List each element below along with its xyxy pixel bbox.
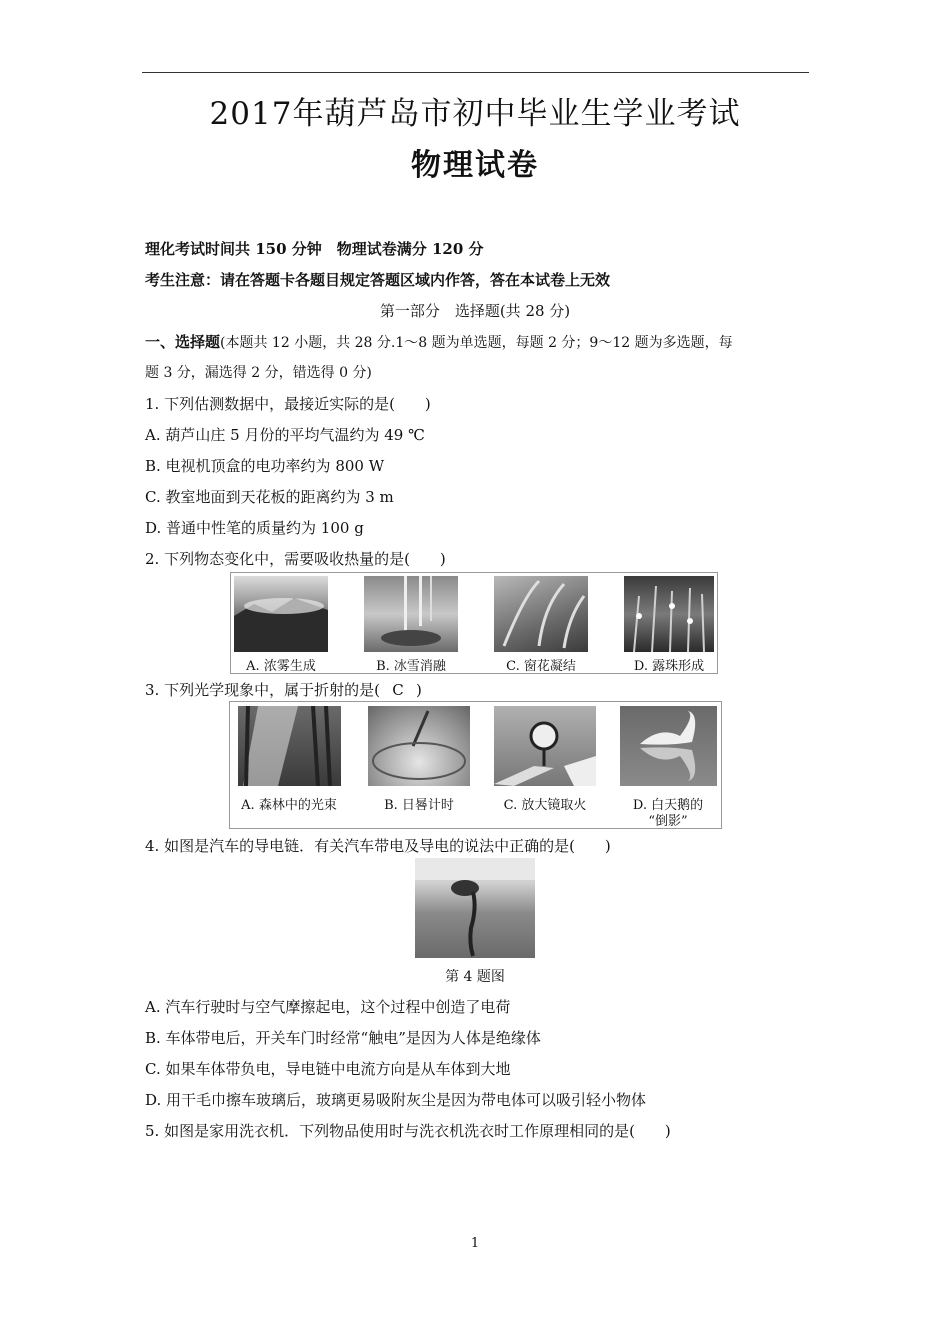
q2-image-ice bbox=[364, 576, 458, 652]
section-heading: 第一部分 选择题(共 28 分) bbox=[379, 302, 571, 320]
exam-time-score: 理化考试时间共 150 分钟 物理试卷满分 120 分 bbox=[145, 240, 484, 258]
q1-option-a: A. 葫芦山庄 5 月份的平均气温约为 49 ℃ bbox=[145, 426, 425, 444]
section-instruction-line2: 题 3 分，漏选得 2 分，错选得 0 分) bbox=[145, 365, 372, 381]
q3-figure bbox=[229, 701, 722, 829]
section-instruction-text: (本题共 12 小题，共 28 分.1～8 题为单选题，每题 2 分；9～12 题为多选题，每 bbox=[220, 335, 733, 351]
q3-caption-d-line2: “倒影” bbox=[648, 814, 688, 829]
q4-figure-caption: 第 4 题图 bbox=[445, 969, 505, 985]
exam-title: 2017年葫芦岛市初中毕业生学业考试 bbox=[209, 96, 741, 132]
q2-image-frost bbox=[494, 576, 588, 652]
q1-stem: 1. 下列估测数据中，最接近实际的是( ) bbox=[145, 395, 431, 413]
q3-stem bbox=[145, 679, 422, 700]
q3-stem-close: ) bbox=[415, 681, 422, 699]
q2-image-fog bbox=[234, 576, 328, 652]
section-instruction bbox=[145, 331, 733, 352]
q3-caption-d: D. 白天鹅的 bbox=[632, 798, 704, 813]
q3-image-magnifier bbox=[494, 706, 596, 786]
q3-image-forest bbox=[238, 706, 341, 786]
q2-image-dew bbox=[624, 576, 714, 652]
q4-stem: 4. 如图是汽车的导电链．有关汽车带电及导电的说法中正确的是( ) bbox=[145, 837, 611, 855]
q2-caption-b: B. 冰雪消融 bbox=[376, 659, 446, 674]
section-instruction-label: 一、选择题 bbox=[145, 333, 221, 351]
q2-caption-d: D. 露珠形成 bbox=[633, 659, 705, 674]
q2-caption-a: A. 浓雾生成 bbox=[246, 659, 316, 674]
q4-option-c: C. 如果车体带负电，导电链中电流方向是从车体到大地 bbox=[145, 1060, 511, 1078]
q3-caption-c: C. 放大镜取火 bbox=[503, 798, 587, 813]
q2-figure bbox=[230, 572, 718, 674]
q3-caption-a: A. 森林中的光束 bbox=[241, 798, 337, 813]
exam-subtitle: 物理试卷 bbox=[411, 148, 539, 183]
q4-option-a: A. 汽车行驶时与空气摩擦起电，这个过程中创造了电荷 bbox=[145, 998, 511, 1016]
q4-image-chain bbox=[415, 858, 535, 958]
page-number: 1 bbox=[470, 1236, 480, 1251]
q3-caption-b: B. 日晷计时 bbox=[384, 798, 454, 813]
q2-stem: 2. 下列物态变化中，需要吸收热量的是( ) bbox=[145, 550, 446, 568]
top-rule bbox=[142, 72, 809, 73]
q4-option-d: D. 用干毛巾擦车玻璃后，玻璃更易吸附灰尘是因为带电体可以吸引轻小物体 bbox=[145, 1091, 647, 1109]
q3-image-sundial bbox=[368, 706, 470, 786]
q2-caption-c: C. 窗花凝结 bbox=[506, 659, 576, 674]
q3-answer: C bbox=[392, 681, 404, 699]
q1-option-c: C. 教室地面到天花板的距离约为 3 m bbox=[145, 488, 394, 506]
exam-notice: 考生注意：请在答题卡各题目规定答题区域内作答，答在本试卷上无效 bbox=[145, 271, 611, 289]
q4-option-b: B. 车体带电后，开关车门时经常“触电”是因为人体是绝缘体 bbox=[145, 1029, 541, 1047]
q1-option-b: B. 电视机顶盒的电功率约为 800 W bbox=[145, 457, 385, 475]
q1-option-d: D. 普通中性笔的质量约为 100 g bbox=[145, 519, 364, 537]
q5-stem: 5. 如图是家用洗衣机．下列物品使用时与洗衣机洗衣时工作原理相同的是( ) bbox=[145, 1122, 671, 1140]
q3-stem-text: 3. 下列光学现象中，属于折射的是( bbox=[145, 681, 380, 699]
q3-image-swan bbox=[620, 706, 717, 786]
